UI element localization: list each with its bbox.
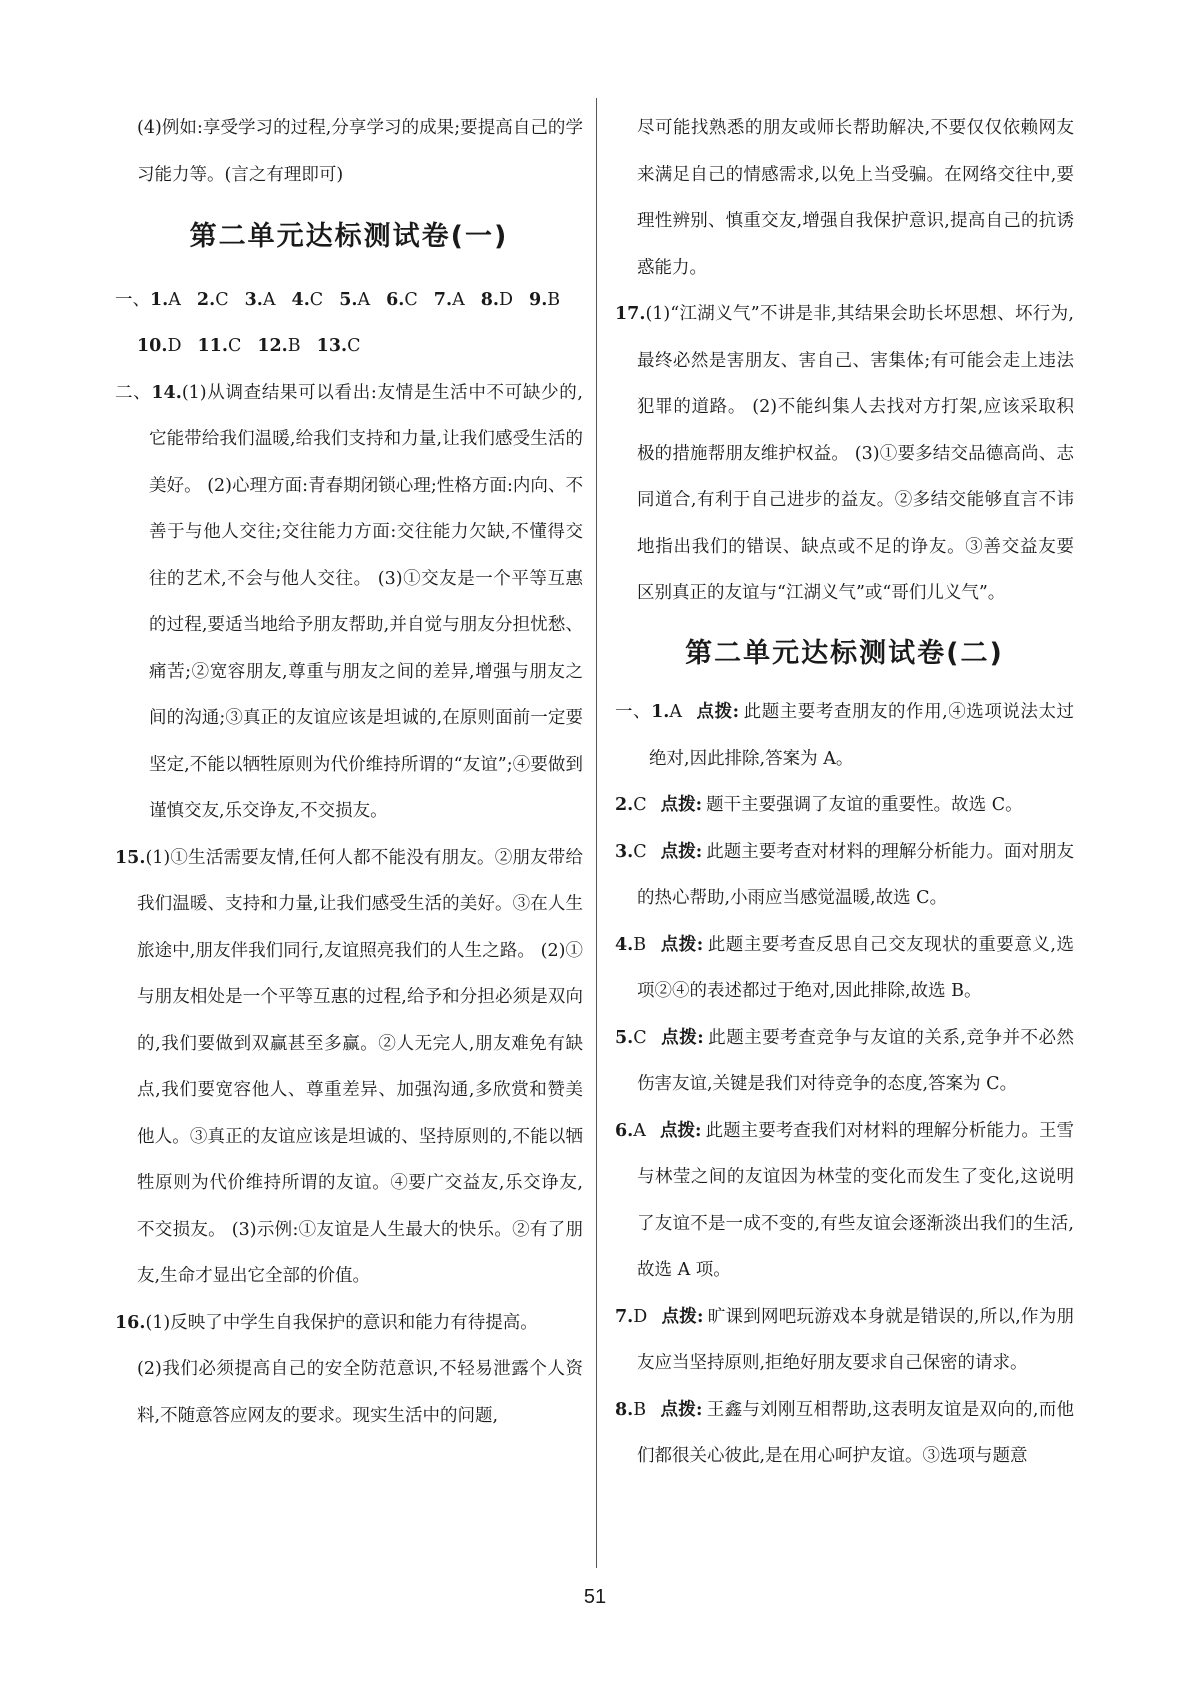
question-number: 13.: [316, 336, 348, 356]
question-number: 4.: [615, 934, 634, 955]
question-number: 16.: [115, 1312, 146, 1333]
section-label: 一、: [115, 289, 150, 310]
tip-label: 点拨:: [660, 1027, 704, 1048]
answer-14: [115, 370, 583, 835]
answer-text: (1)反映了中学生自我保护的意识和能力有待提高。: [145, 1312, 538, 1333]
explained-answer: [615, 782, 1074, 829]
answer-4-text: (4)例如:享受学习的过程,分享学习的成果;要提高自己的学习能力等。(言之有理即可): [137, 118, 583, 185]
answer-letter: C: [633, 1027, 647, 1048]
question-number: 7.: [615, 1306, 634, 1327]
answer-letter: D: [498, 289, 514, 310]
answer-letter: C: [633, 795, 647, 815]
answer-letter: B: [633, 1399, 647, 1420]
explained-answer: [615, 1015, 1074, 1108]
answer-letter: A: [452, 289, 465, 310]
question-number: 3.: [244, 289, 263, 310]
mc-answers: [137, 336, 361, 356]
question-number: 14.: [151, 382, 182, 403]
tip-label: 点拨:: [660, 795, 703, 815]
question-number: 17.: [615, 304, 646, 324]
question-number: 7.: [433, 289, 453, 310]
answer-letter: A: [168, 289, 181, 310]
answer-text: 此题主要考查我们对材料的理解分析能力。王雪与林莹之间的友谊因为林莹的变化而发生了变化,这说明了友谊不是一成不变的,有些友谊会逐渐淡出我们的生活,故选 A 项。: [637, 1120, 1075, 1280]
explained-answer: [615, 829, 1074, 922]
answer-text: 此题主要考查朋友的作用,④选项说法太过绝对,因此排除,答案为 A。: [649, 702, 1074, 769]
answer-15: [115, 835, 583, 1300]
explained-answer: [615, 1387, 1074, 1480]
explained-answer: [615, 922, 1074, 1015]
answer-text: 王鑫与刘刚互相帮助,这表明友谊是双向的,而他们都很关心彼此,是在用心呵护友谊。③选项与题意: [637, 1399, 1075, 1466]
answer-letter: C: [633, 841, 647, 862]
page-number: 51: [583, 1586, 607, 1608]
answer-letter: A: [633, 1120, 646, 1141]
answer-letter: A: [357, 289, 371, 310]
explained-answers-list: [615, 689, 1074, 1480]
answer-letter: C: [227, 336, 242, 356]
tip-label: 点拨:: [660, 1399, 703, 1420]
tip-label: 点拨:: [660, 841, 703, 862]
answer-text: (1)从调查结果可以看出:友情是生活中不可缺少的,它能带给我们温暖,给我们支持和力量,让我们感受生活的美好。 (2)心理方面:青春期闭锁心理;性格方面:内向、不善于与他人交往;交往能力方面:交往能力欠缺,不懂得交往的艺术,不会与他人交往。 (3)①交友是一个平等互惠的过程,要适当地给予朋友帮助,并自觉与朋友分担忧愁、痛苦;②宽容朋友,尊重与朋友之间的差异,增强与朋友之间的沟通;③真正的友谊应该是坦诚的,在原则面前一定要坚定,不能以牺牲原则为代价维持所谓的“友谊”;④要做到谨慎交友,乐交诤友,不交损友。: [149, 382, 583, 821]
question-number: 8.: [615, 1399, 634, 1420]
section-title-test-1: 第二单元达标测试卷(一): [189, 221, 509, 252]
section-label: 一、: [615, 702, 652, 722]
answer-letter: C: [215, 289, 229, 310]
mc-answers-line-2: [115, 323, 583, 370]
answer-letter: B: [633, 934, 647, 955]
answer-text: 旷课到网吧玩游戏本身就是错误的,所以,作为朋友应当坚持原则,拒绝好朋友要求自己保密的请求。: [637, 1306, 1075, 1373]
question-number: 15.: [115, 847, 146, 868]
answer-letter: C: [404, 289, 418, 310]
tip-label: 点拨:: [659, 1120, 702, 1141]
answer-letter: A: [262, 289, 276, 310]
answer-letter: C: [347, 336, 361, 356]
explained-answer: [615, 1294, 1074, 1387]
question-number: 8.: [480, 289, 499, 310]
question-number: 1.: [150, 289, 169, 310]
column-divider: [596, 98, 597, 1568]
answer-letter: D: [633, 1306, 648, 1327]
answer-letter: B: [287, 336, 301, 356]
question-number: 1.: [651, 702, 670, 722]
answer-16-part-2: (2)我们必须提高自己的安全防范意识,不轻易泄露个人资料,不随意答应网友的要求。现实生活中的问题,: [137, 1359, 583, 1426]
answer-16-part-1: [115, 1300, 583, 1347]
answer-text: 此题主要考查反思自己交友现状的重要意义,选项②④的表述都过于绝对,因此排除,故选 B。: [637, 934, 1074, 1001]
mc-answers-line-1: [115, 277, 583, 324]
tip-label: 点拨:: [661, 1306, 704, 1327]
answer-text: 此题主要考查对材料的理解分析能力。面对朋友的热心帮助,小雨应当感觉温暖,故选 C。: [637, 841, 1075, 908]
right-column: [615, 105, 1074, 1480]
explained-answer: [615, 689, 1074, 782]
question-number: 9.: [529, 289, 548, 310]
question-number: 6.: [615, 1120, 634, 1141]
explained-answer: [615, 1108, 1074, 1294]
question-number: 6.: [386, 289, 405, 310]
question-number: 5.: [339, 289, 358, 310]
tip-label: 点拨:: [660, 934, 704, 955]
answer-letter: B: [547, 289, 561, 310]
section-label: 二、: [115, 382, 152, 403]
answer-16-continued: 尽可能找熟悉的朋友或师长帮助解决,不要仅仅依赖网友来满足自己的情感需求,以免上当受骗。在网络交往中,要理性辨别、慎重交友,增强自我保护意识,提高自己的抗诱惑能力。: [637, 118, 1074, 278]
answer-text: 题干主要强调了友谊的重要性。故选 C。: [706, 795, 1023, 815]
question-number: 10.: [137, 336, 168, 356]
tip-label: 点拨:: [696, 702, 740, 722]
section-title-test-2: 第二单元达标测试卷(二): [685, 637, 1004, 669]
answer-letter: D: [167, 336, 182, 356]
answer-text: (1)①生活需要友情,任何人都不能没有朋友。②朋友带给我们温暖、支持和力量,让我们感受生活的美好。③在人生旅途中,朋友伴我们同行,友谊照亮我们的人生之路。 (2)①与朋友相处是一个平等互惠的过程,给予和分担必须是双向的,我们要做到双赢甚至多赢。②人无完人,朋友难免有缺点,我们要宽容他人、尊重差异、加强沟通,多欣赏和赞美他人。③真正的友谊应该是坦诚的、坚持原则的,不能以牺牲原则为代价维持所谓的友谊。④要广交益友,乐交诤友,不交损友。 (3)示例:①友谊是人生最大的快乐。②有了朋友,生命才显出它全部的价值。: [137, 847, 583, 1286]
answer-letter: C: [309, 289, 324, 310]
question-number: 5.: [615, 1027, 634, 1048]
answer-text: (1)“江湖义气”不讲是非,其结果会助长坏思想、坏行为,最终必然是害朋友、害自己、害集体;有可能会走上违法犯罪的道路。 (2)不能纠集人去找对方打架,应该采取积极的措施帮朋友维护权益。 (3)①要多结交品德高尚、志同道合,有利于自己进步的益友。②多结交能够直言不讳地指出我们的错误、缺点或不足的诤友。③善交益友要区别真正的友谊与“江湖义气”或“哥们儿义气”。: [637, 304, 1074, 603]
question-number: 11.: [197, 336, 228, 356]
question-number: 2.: [615, 795, 634, 815]
answer-text: 此题主要考查竞争与友谊的关系,竞争并不必然伤害友谊,关键是我们对待竞争的态度,答案为 C。: [637, 1027, 1074, 1094]
mc-answers: [150, 290, 560, 310]
left-column: [115, 105, 583, 1439]
question-number: 4.: [291, 289, 310, 310]
question-number: 3.: [615, 841, 634, 862]
answer-letter: A: [669, 702, 683, 722]
question-number: 12.: [257, 336, 288, 356]
question-number: 2.: [196, 289, 216, 310]
answer-17: [615, 291, 1074, 617]
